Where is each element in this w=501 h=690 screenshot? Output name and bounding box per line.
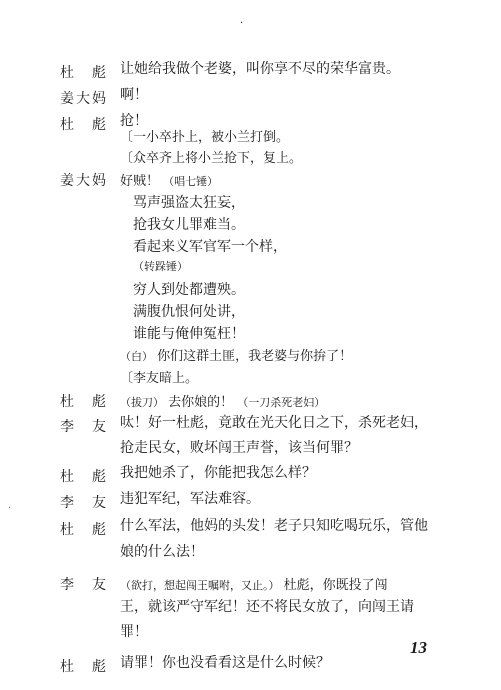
- speaker-label: 杜 彪: [60, 659, 108, 675]
- dialogue-text: 王，就该严守军纪！还不将民女放了，向闯王请: [120, 599, 414, 615]
- speaker-label: 杜 彪: [60, 117, 108, 133]
- verse-line: 谁能与俺伸冤枉！: [133, 326, 245, 342]
- speaker-label: 杜 彪: [60, 394, 108, 410]
- stage-direction: 〔一小卒扑上，被小兰打倒。: [120, 130, 290, 145]
- verse-line: 抢我女儿罪难当。: [133, 217, 245, 233]
- dialogue-text: 我把她杀了，你能把我怎么样？: [120, 465, 316, 481]
- top-mark: ·: [240, 18, 244, 29]
- dialogue-text: 啊！: [120, 87, 148, 103]
- dialogue-text: 什么军法，他妈的头发！老子只知吃喝玩乐，管他: [120, 518, 428, 534]
- speaker-label: 李 友: [60, 495, 108, 511]
- dialogue-text: 请罪！你也没看看这是什么时候？: [120, 655, 330, 671]
- dialogue-text: 违犯军纪，军法难容。: [120, 491, 260, 507]
- dialogue-text: 抢走民女，败坏闯王声誉，该当何罪？: [120, 440, 358, 456]
- speaker-label: 杜 彪: [60, 65, 108, 81]
- dialogue-text: 你们这群土匪，我老婆与你拚了！: [157, 349, 353, 364]
- page-number: 13: [410, 638, 427, 657]
- dialogue-text: 让她给我做个老婆，叫你享不尽的荣华富贵。: [120, 61, 400, 77]
- dialogue-text: 罪！: [120, 624, 148, 640]
- speaker-label: 杜 彪: [60, 469, 108, 485]
- dialogue-text: 杜彪，你既投了闯: [283, 578, 388, 593]
- stage-direction: 〔众卒齐上将小兰抢下，复上。: [120, 151, 303, 166]
- margin-mark: ·: [8, 503, 12, 514]
- speaker-label: 杜 彪: [60, 522, 108, 538]
- verse-line: 满腹仇恨何处讲，: [133, 304, 245, 320]
- action-note: （欲打，想起闯王嘱咐，又止。）: [120, 579, 280, 592]
- dialogue-text: 抢！: [120, 113, 148, 129]
- verse-line: 看起来义军官军一个样，: [133, 239, 287, 255]
- dialogue-text: 去你娘的！: [168, 395, 234, 410]
- dialogue-text: 呔！好一杜彪，竟敢在光天化日之下，杀死老妇，: [120, 415, 428, 431]
- verse-line: 穷人到处都遭殃。: [133, 282, 245, 298]
- verse-line: 骂声强盗太狂妄，: [133, 195, 245, 211]
- dialogue-line: [120, 574, 388, 593]
- dialogue-line: [120, 391, 325, 410]
- speaker-label: 姜大妈: [60, 173, 108, 189]
- dialogue-text: 娘的什么法！: [120, 544, 204, 560]
- dialogue-text: 好贼！: [120, 174, 160, 189]
- speaker-label: 李 友: [60, 577, 108, 593]
- aria-note: （唱七锤）: [163, 175, 219, 188]
- stage-direction: 〔李友暗上。: [120, 371, 199, 386]
- dialogue-line: [120, 170, 218, 189]
- spoken-line: [120, 345, 352, 364]
- speech-mode-note: （白）: [120, 350, 153, 363]
- speaker-label: 李 友: [60, 419, 108, 435]
- tempo-note: （转跺锤）: [133, 260, 188, 273]
- speaker-label: 姜大妈: [60, 91, 108, 107]
- action-note: （一刀杀死老妇）: [237, 396, 326, 409]
- action-note: （拔刀）: [120, 396, 164, 409]
